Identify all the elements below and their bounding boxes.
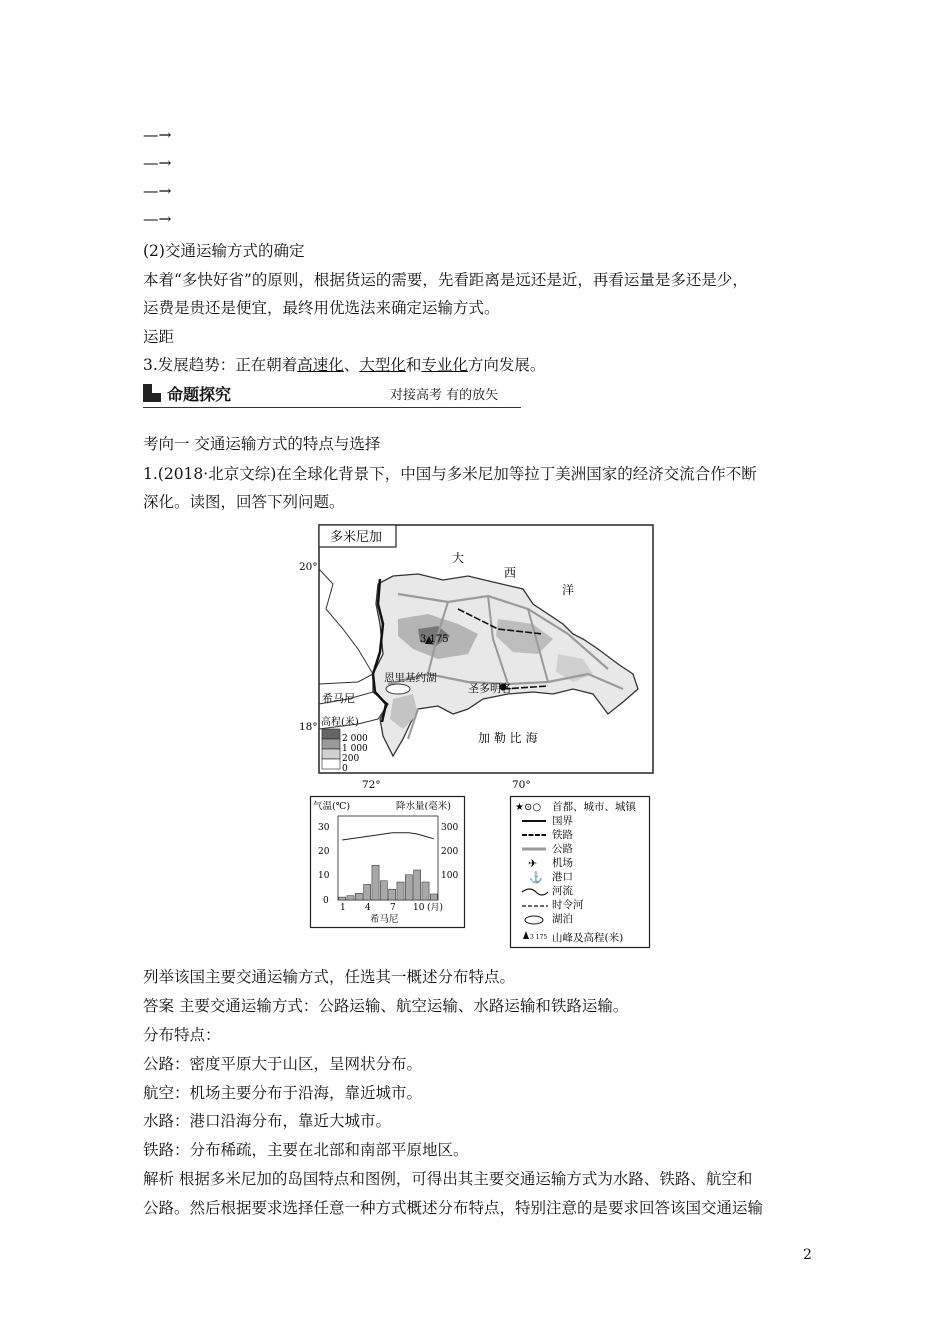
- sea-label: 加 勒 比 海: [478, 731, 538, 745]
- peak-label: 3 175: [420, 634, 449, 645]
- elevation-legend-value: 200: [342, 754, 360, 764]
- question-text: 深化。读图，回答下列问题。: [143, 493, 345, 511]
- legend-label: 时令河: [552, 899, 584, 911]
- precip-bar: [372, 865, 379, 900]
- month-tick: 1: [340, 903, 346, 913]
- precip-bar: [414, 870, 421, 900]
- topic-heading: 考向一 交通运输方式的特点与选择: [143, 435, 381, 453]
- precip-tick: 100: [441, 871, 459, 881]
- flow-arrow: —→: [143, 182, 172, 200]
- map-title: 多米尼加: [330, 530, 383, 545]
- legend-label: 湖泊: [552, 913, 573, 925]
- banner-subtitle: 对接高考 有的放矢: [390, 388, 499, 403]
- month-tick: 4: [365, 903, 371, 913]
- precip-axis-label: 降水量(毫米): [396, 801, 451, 812]
- month-tick: 7: [390, 903, 396, 913]
- body-text: 航空：机场主要分布于沿海，靠近城市。: [143, 1084, 423, 1102]
- trend-line: 3.发展趋势：正在朝着高速化、大型化和专业化方向发展。: [143, 356, 546, 374]
- lake-label: 恩里基约湖: [384, 672, 437, 684]
- port-icon: ⚓: [529, 871, 543, 884]
- precip-bar: [422, 882, 429, 900]
- legend-label: 河流: [552, 885, 573, 897]
- dominican-map: [299, 524, 654, 791]
- longitude-label: 70°: [512, 779, 531, 791]
- temp-tick: 0: [323, 896, 329, 906]
- temp-tick: 10: [318, 871, 330, 881]
- ocean-label: 西: [504, 566, 517, 580]
- body-text: 本着“多快好省”的原则，根据货运的需要，先看距离是远还是近，再看运量是多还是少，: [143, 271, 748, 289]
- underlined-term: 高速化: [297, 356, 344, 374]
- precip-bar: [430, 894, 437, 900]
- elevation-legend-title: 高程(米): [321, 717, 359, 728]
- body-text: 运距: [143, 328, 175, 346]
- analysis-text: 解析 根据多米尼加的岛国特点和图例，可得出其主要交通运输方式为水路、铁路、航空和: [143, 1170, 753, 1188]
- analysis-text: 公路。然后根据要求选择任意一种方式概述分布特点，特别注意的是要求回答该国交通运输: [143, 1199, 764, 1217]
- elevation-legend-value: 0: [342, 764, 348, 774]
- temp-axis-label: 气温(℃): [313, 801, 351, 812]
- precip-bar: [347, 896, 354, 900]
- body-text: 水路：港口沿海分布，靠近大城市。: [143, 1112, 392, 1130]
- temp-tick: 20: [318, 847, 330, 857]
- lake-icon: [525, 916, 543, 924]
- question-prompt: 列举该国主要交通运输方式，任选其一概述分布特点。: [143, 968, 516, 986]
- precip-bar: [397, 882, 404, 900]
- precip-bar: [364, 884, 371, 900]
- longitude-label: 72°: [362, 779, 381, 791]
- flow-arrow: —→: [143, 154, 172, 172]
- latitude-label: 20°: [299, 561, 318, 573]
- airport-icon: ✈: [528, 857, 538, 870]
- flow-arrow: —→: [143, 126, 172, 144]
- body-text: 铁路：分布稀疏，主要在北部和南部平原地区。: [143, 1141, 469, 1159]
- precip-bar: [405, 875, 412, 900]
- answer-text: 答案 主要交通运输方式：公路运输、航空运输、水路运输和铁路运输。: [143, 997, 629, 1015]
- latitude-label: 18°: [299, 721, 318, 733]
- legend-label: 首都、城市、城镇: [552, 801, 636, 813]
- precip-tick: 200: [441, 847, 459, 857]
- ocean-label: 大: [452, 551, 465, 565]
- month-tick: (月): [427, 903, 444, 913]
- flow-arrow: —→: [143, 210, 172, 228]
- ocean-label: 洋: [562, 583, 575, 597]
- month-tick: 10: [413, 903, 425, 913]
- temp-tick: 30: [318, 823, 330, 833]
- question-text: 1.(2018·北京文综)在全球化背景下，中国与多米尼加等拉丁美洲国家的经济交流合作不断: [143, 465, 757, 483]
- capital-label: 圣多明各: [468, 682, 512, 695]
- legend-label: 铁路: [552, 829, 573, 841]
- city-label: 希马尼: [322, 692, 355, 705]
- body-text: 公路：密度平原大于山区，呈网状分布。: [143, 1055, 423, 1073]
- elevation-legend-value: 2 000: [342, 734, 368, 744]
- section-banner: [143, 380, 521, 410]
- legend-label: 山峰及高程(米): [552, 932, 624, 944]
- precip-bar: [380, 881, 387, 900]
- page-number: 2: [803, 1247, 812, 1263]
- legend-label: 公路: [552, 843, 573, 855]
- precip-bar: [355, 893, 362, 900]
- legend-label: 机场: [552, 857, 573, 869]
- underlined-term: 大型化: [359, 356, 406, 374]
- station-label: 希马尼: [370, 914, 399, 925]
- section-heading: (2)交通运输方式的确定: [143, 242, 305, 260]
- precip-tick: 300: [441, 823, 459, 833]
- precip-bar: [389, 889, 396, 900]
- body-text: 运费是贵还是便宜，最终用优选法来确定运输方式。: [143, 299, 500, 317]
- underlined-term: 专业化: [421, 356, 468, 374]
- elevation-legend-value: 1 000: [342, 744, 368, 754]
- precip-bar: [339, 897, 346, 900]
- legend-peak-value: 3 175: [530, 934, 548, 941]
- legend-label: 国界: [552, 815, 573, 827]
- star-icon: ★⊙○: [515, 802, 542, 813]
- body-text: 分布特点：: [143, 1026, 221, 1044]
- map-legend: [510, 796, 650, 948]
- banner-title: 命题探究: [167, 385, 232, 404]
- legend-label: 港口: [552, 871, 573, 883]
- climate-chart: [310, 796, 465, 928]
